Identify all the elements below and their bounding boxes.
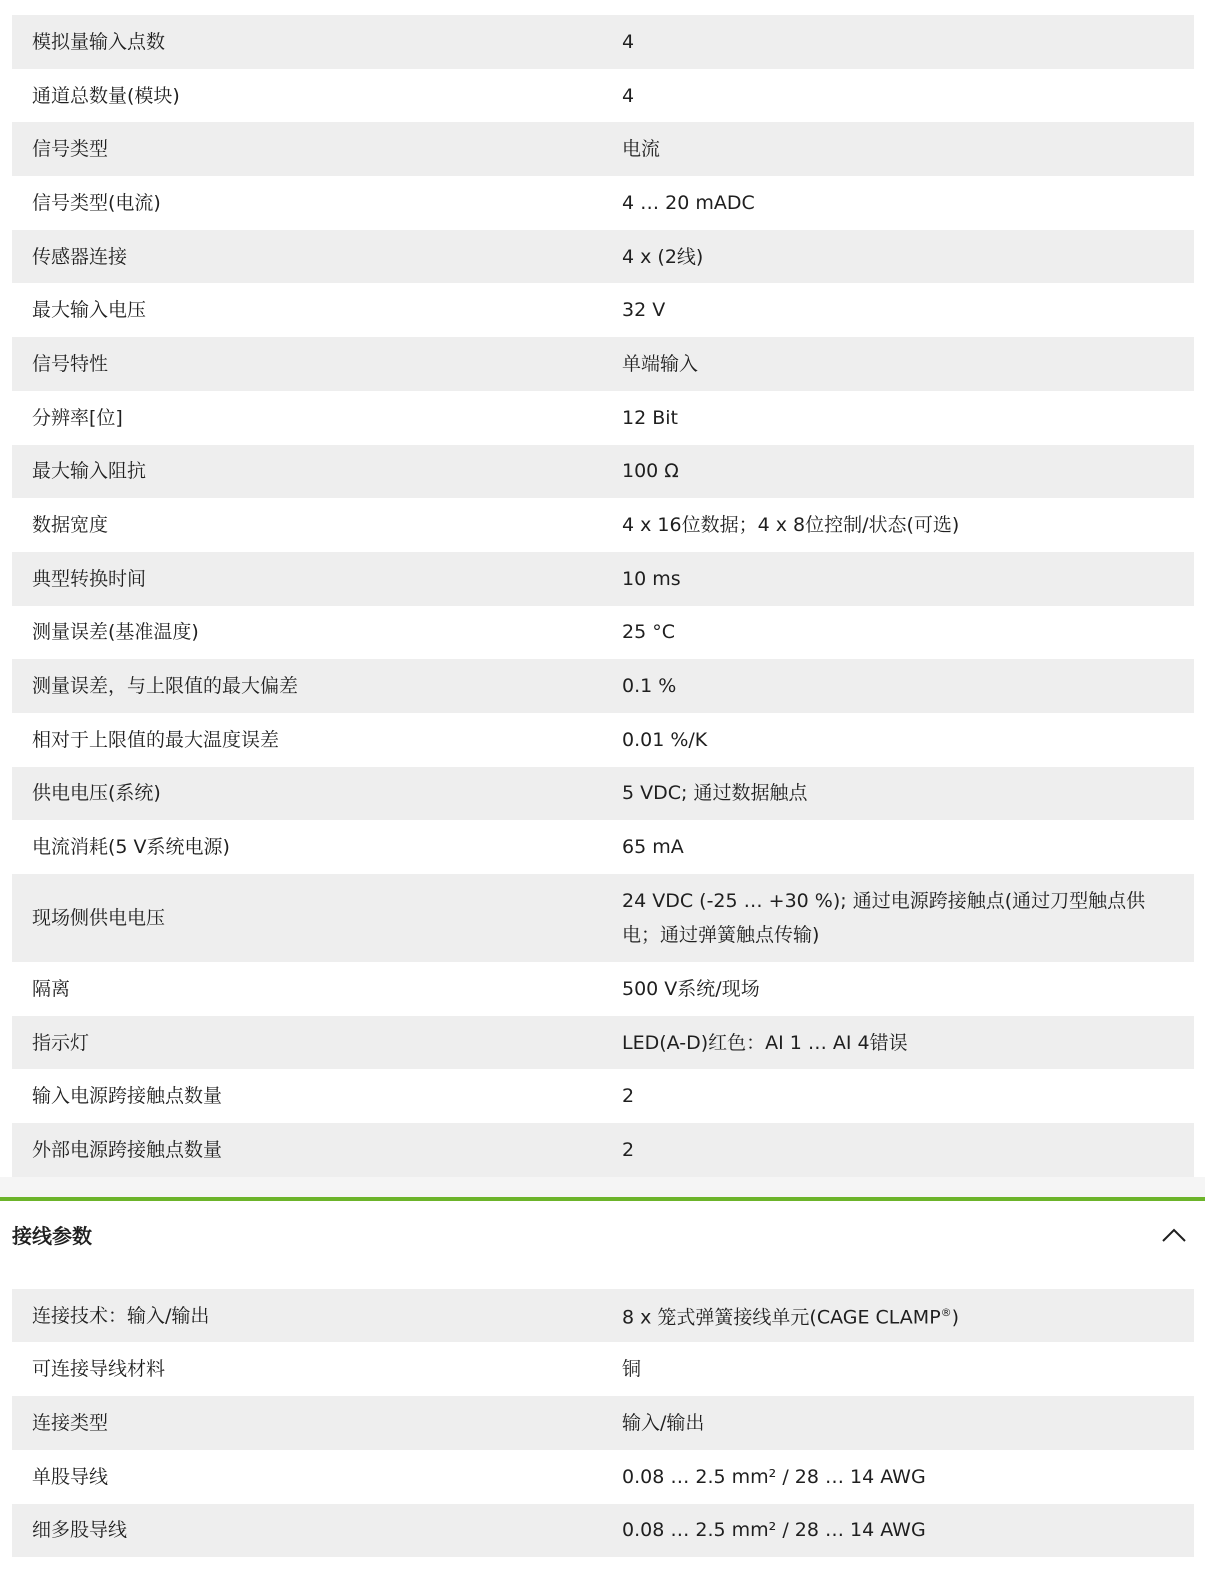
spec-value: LED(A-D)红色：AI 1 … AI 4错误 bbox=[622, 1031, 908, 1054]
spec-label: 最大输入阻抗 bbox=[32, 460, 147, 483]
table-row bbox=[12, 445, 1194, 499]
spec-label: 分辨率[位] bbox=[32, 406, 123, 429]
spec-value: 铜 bbox=[622, 1358, 642, 1381]
table-row bbox=[12, 391, 1194, 445]
table-row bbox=[12, 1123, 1194, 1177]
spec-label: 连接类型 bbox=[32, 1411, 109, 1434]
registered-mark: ® bbox=[940, 1306, 952, 1320]
spec-label: 通道总数量(模块) bbox=[32, 84, 180, 107]
spec-value: 2 bbox=[622, 1138, 635, 1161]
spec-label: 典型转换时间 bbox=[32, 567, 147, 590]
spec-value: 0.1 % bbox=[622, 675, 677, 698]
chevron-up-icon[interactable] bbox=[1161, 1222, 1187, 1248]
spec-value bbox=[602, 1289, 1194, 1343]
spec-table-wiring bbox=[12, 1289, 1194, 1557]
spec-value: 0.08 … 2.5 mm² / 28 … 14 AWG bbox=[622, 1519, 926, 1542]
table-row bbox=[12, 69, 1194, 123]
table-row bbox=[12, 122, 1194, 176]
spec-label: 外部电源跨接触点数量 bbox=[32, 1138, 223, 1161]
spec-label: 连接技术：输入/输出 bbox=[32, 1304, 210, 1327]
top-spacer bbox=[0, 0, 1205, 15]
table-row bbox=[12, 713, 1194, 767]
table-row bbox=[12, 820, 1194, 874]
spec-label: 单股导线 bbox=[32, 1465, 109, 1488]
spec-label: 信号特性 bbox=[32, 352, 109, 375]
spec-value: 10 ms bbox=[622, 567, 681, 590]
spec-label: 隔离 bbox=[32, 977, 71, 1000]
table-row bbox=[12, 874, 1194, 962]
table-row bbox=[12, 1016, 1194, 1070]
table-row bbox=[12, 1450, 1194, 1504]
spec-value: 0.01 %/K bbox=[622, 728, 708, 751]
spec-value: 12 Bit bbox=[622, 406, 678, 429]
table-row bbox=[12, 1289, 1194, 1343]
table-row bbox=[12, 552, 1194, 606]
spec-value: 4 x (2线) bbox=[622, 245, 704, 268]
table-row bbox=[12, 767, 1194, 821]
spec-label: 测量误差，与上限值的最大偏差 bbox=[32, 675, 299, 698]
spec-value: 25 °C bbox=[622, 621, 675, 644]
spec-label: 现场侧供电电压 bbox=[32, 907, 166, 929]
section-title: 接线参数 bbox=[12, 1224, 92, 1249]
table-row bbox=[12, 1069, 1194, 1123]
spec-value: 0.08 … 2.5 mm² / 28 … 14 AWG bbox=[622, 1465, 926, 1488]
spec-label: 电流消耗(5 V系统电源) bbox=[32, 836, 230, 859]
table-row bbox=[12, 176, 1194, 230]
spec-value-suffix: ) bbox=[951, 1306, 960, 1329]
spec-value: 4 … 20 mADC bbox=[622, 191, 755, 214]
table-row bbox=[12, 283, 1194, 337]
spec-label: 数据宽度 bbox=[32, 514, 109, 537]
spec-value: 4 bbox=[622, 30, 635, 53]
spec-label: 指示灯 bbox=[32, 1031, 90, 1054]
table-row bbox=[12, 230, 1194, 284]
spec-value: 32 V bbox=[622, 299, 666, 322]
table-row bbox=[12, 962, 1194, 1016]
spec-value: 5 VDC; 通过数据触点 bbox=[622, 782, 808, 805]
spec-label: 相对于上限值的最大温度误差 bbox=[32, 728, 280, 751]
spec-label: 细多股导线 bbox=[32, 1519, 128, 1542]
table-row bbox=[12, 15, 1194, 69]
spec-label: 模拟量输入点数 bbox=[32, 30, 166, 53]
spec-value: 电流 bbox=[622, 138, 661, 161]
spec-value: 65 mA bbox=[622, 836, 684, 859]
spec-table-general bbox=[12, 15, 1194, 1177]
spec-label: 最大输入电压 bbox=[32, 299, 147, 322]
table-row bbox=[12, 606, 1194, 660]
spec-value: 4 bbox=[622, 84, 635, 107]
section-header-wiring[interactable] bbox=[0, 1201, 1205, 1269]
section-divider bbox=[0, 1177, 1205, 1197]
spec-label: 传感器连接 bbox=[32, 245, 128, 268]
spec-value-text: 8 x 笼式弹簧接线单元(CAGE CLAMP bbox=[622, 1306, 941, 1329]
spec-label: 信号类型(电流) bbox=[32, 191, 161, 214]
table-row bbox=[12, 659, 1194, 713]
spec-label: 输入电源跨接触点数量 bbox=[32, 1085, 223, 1108]
table-row bbox=[12, 498, 1194, 552]
table-row bbox=[12, 337, 1194, 391]
section-spacer bbox=[0, 1269, 1205, 1289]
spec-value: 4 x 16位数据；4 x 8位控制/状态(可选) bbox=[622, 514, 960, 537]
spec-label: 测量误差(基准温度) bbox=[32, 621, 199, 644]
table-row bbox=[12, 1342, 1194, 1396]
spec-label: 信号类型 bbox=[32, 138, 109, 161]
spec-value: 500 V系统/现场 bbox=[622, 977, 760, 1000]
spec-value: 输入/输出 bbox=[622, 1411, 705, 1434]
spec-value: 2 bbox=[622, 1085, 635, 1108]
table-row bbox=[12, 1396, 1194, 1450]
spec-label: 可连接导线材料 bbox=[32, 1358, 166, 1381]
spec-value: 24 VDC (-25 … +30 %); 通过电源跨接触点(通过刀型触点供电；通过弹簧触点传输) bbox=[622, 890, 1146, 946]
spec-label: 供电电压(系统) bbox=[32, 782, 161, 805]
spec-value: 单端输入 bbox=[622, 352, 699, 375]
spec-value: 100 Ω bbox=[622, 460, 679, 483]
table-row bbox=[12, 1504, 1194, 1558]
